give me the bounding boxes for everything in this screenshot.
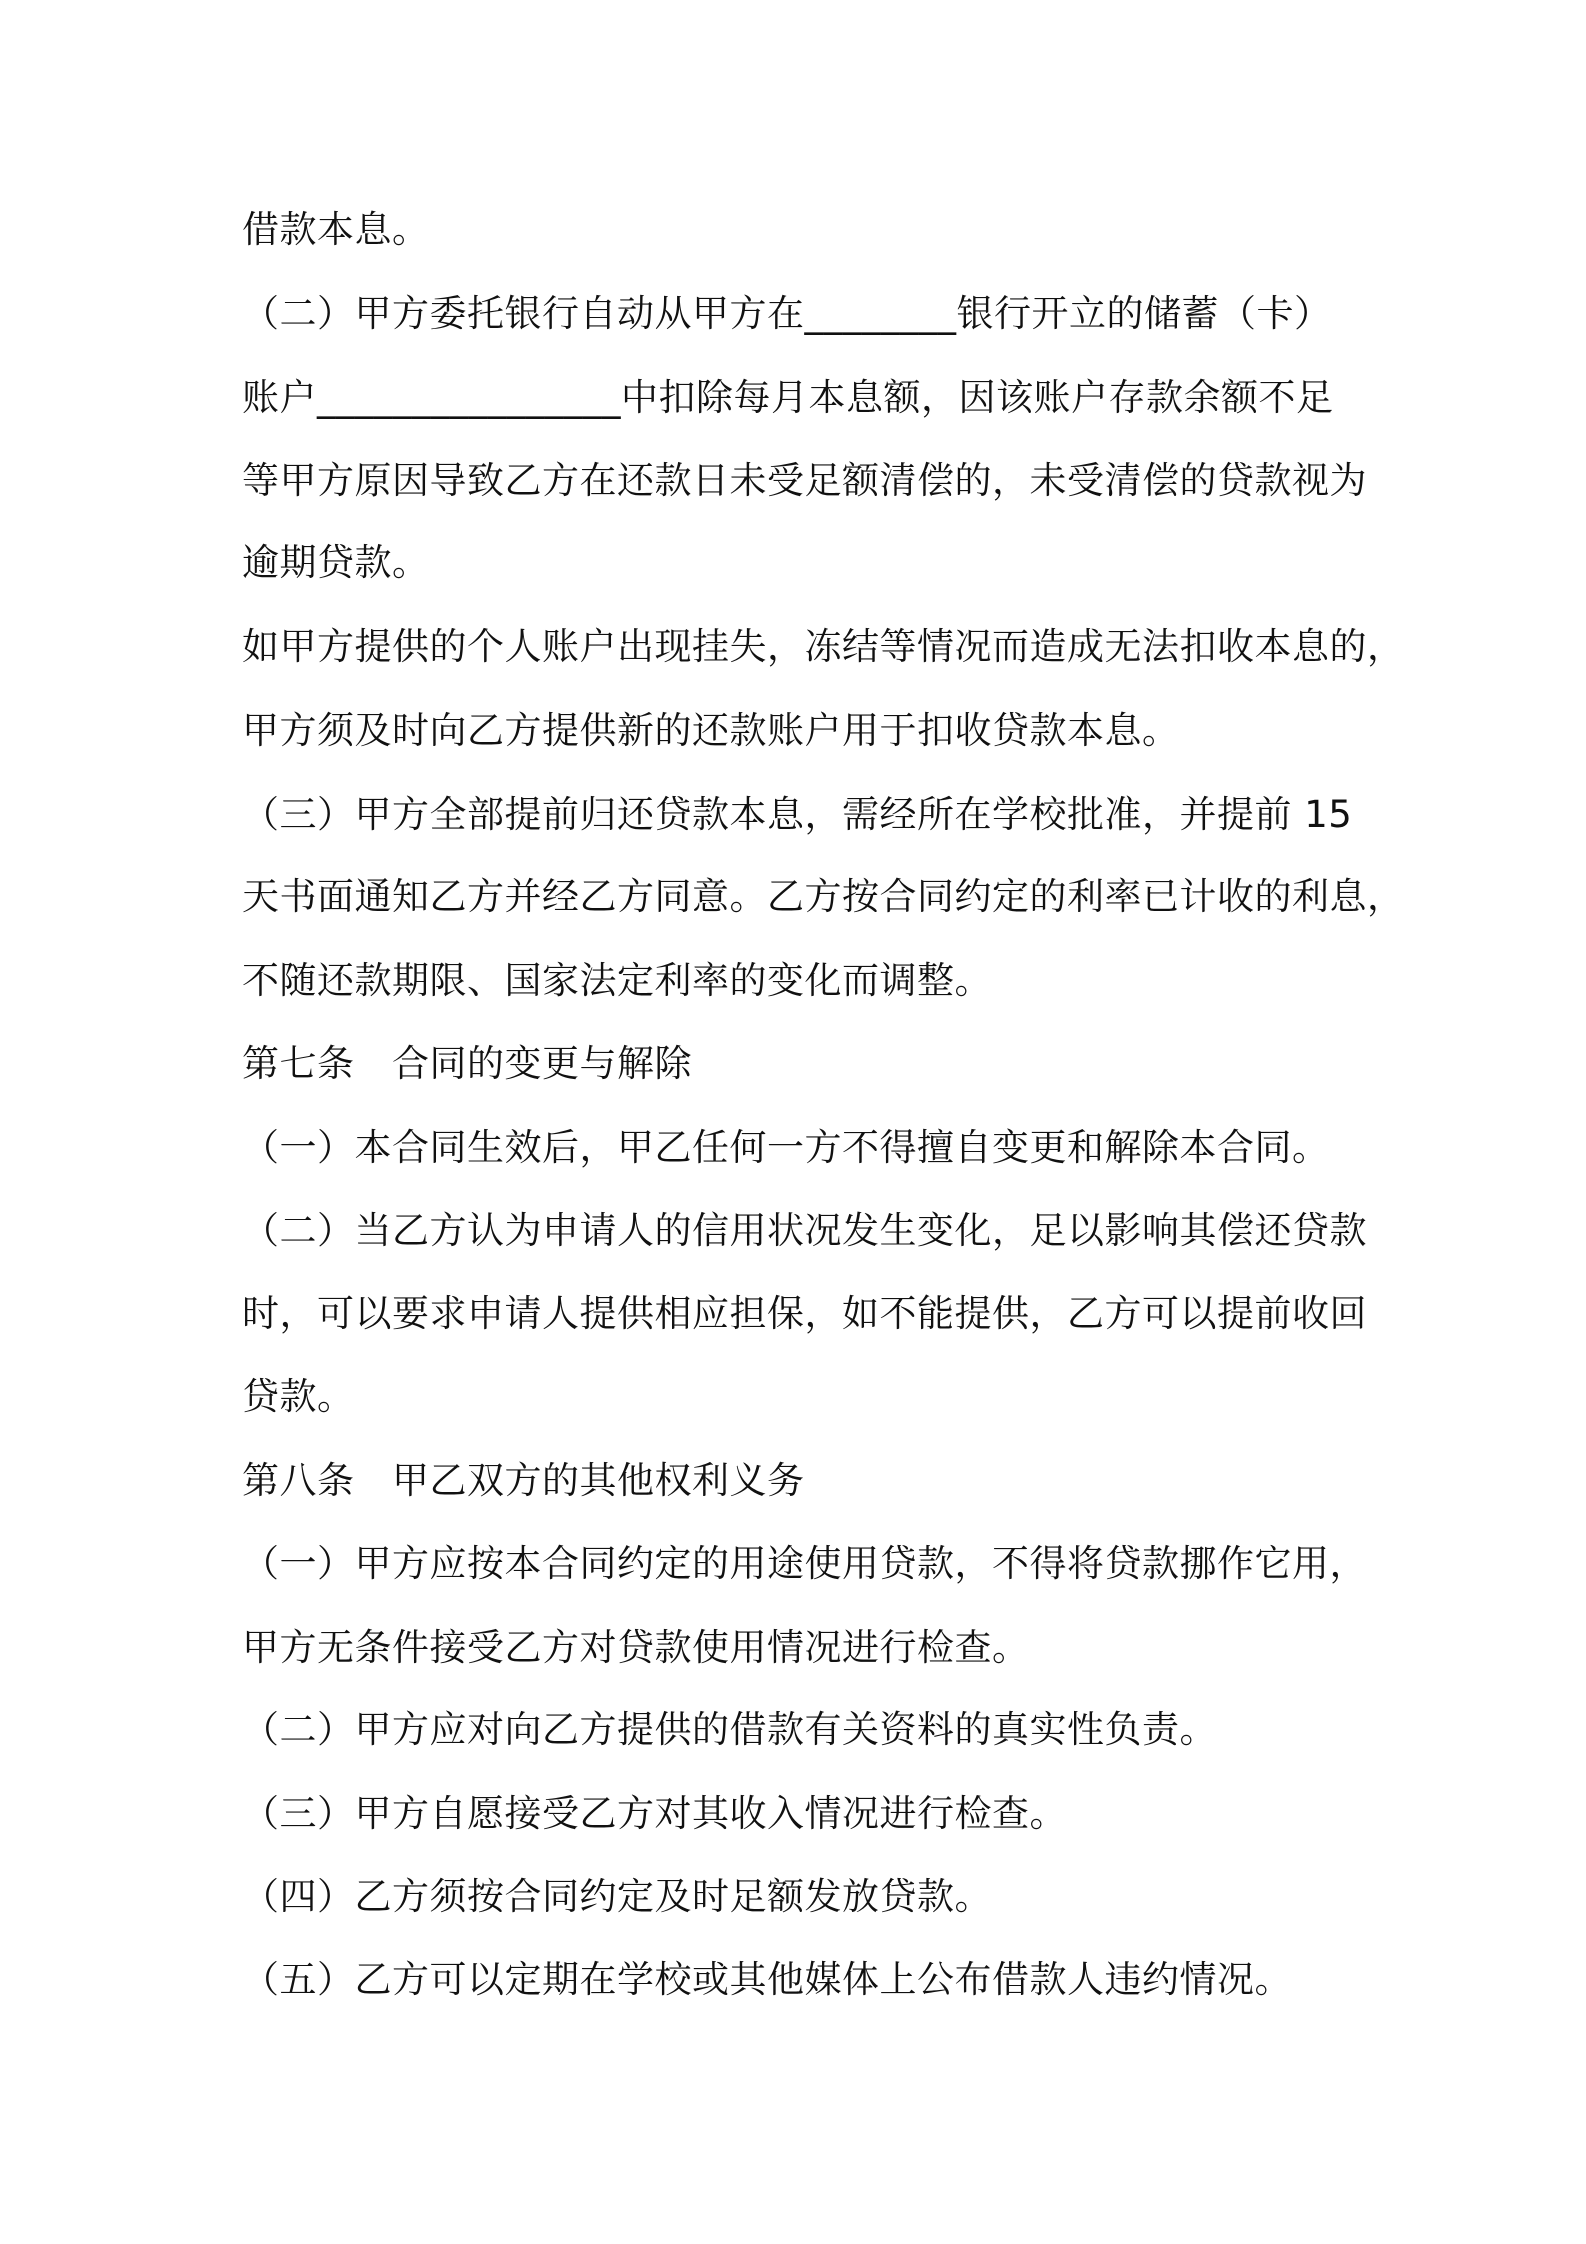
text-line: 不随还款期限、国家法定利率的变化而调整。 [242,959,992,1002]
text-line: （一）甲方应按本合同约定的用途使用贷款，不得将贷款挪作它用， [242,1542,1367,1585]
text-line: （一）本合同生效后，甲乙任何一方不得擅自变更和解除本合同。 [242,1126,1330,1169]
text-line: （三）甲方全部提前归还贷款本息，需经所在学校批准，并提前 15 [242,793,1353,836]
article-heading: 第八条 甲乙双方的其他权利义务 [242,1459,805,1502]
text-line: 时，可以要求申请人提供相应担保，如不能提供，乙方可以提前收回 [242,1292,1367,1335]
text-line: （三）甲方自愿接受乙方对其收入情况进行检查。 [242,1792,1067,1835]
text-line: 贷款。 [242,1375,355,1418]
text-line: （二）当乙方认为申请人的信用状况发生变化，足以影响其偿还贷款 [242,1209,1367,1252]
text-line: （五）乙方可以定期在学校或其他媒体上公布借款人违约情况。 [242,1958,1292,2001]
text-line: 等甲方原因导致乙方在还款日未受足额清偿的，未受清偿的贷款视为 [242,459,1367,502]
text-line: 甲方须及时向乙方提供新的还款账户用于扣收贷款本息。 [242,709,1180,752]
text-line: （二）甲方委托银行自动从甲方在________银行开立的储蓄（卡） [242,292,1332,335]
text-line: 甲方无条件接受乙方对贷款使用情况进行检查。 [242,1626,1030,1669]
article-heading: 第七条 合同的变更与解除 [242,1042,692,1085]
text-line: 账户________________中扣除每月本息额，因该账户存款余额不足 [242,376,1334,419]
text-line: 如甲方提供的个人账户出现挂失，冻结等情况而造成无法扣收本息的， [242,625,1405,668]
text-line: （四）乙方须按合同约定及时足额发放贷款。 [242,1875,992,1918]
text-line: 借款本息。 [242,208,430,251]
text-line: （二）甲方应对向乙方提供的借款有关资料的真实性负责。 [242,1708,1217,1751]
text-line: 逾期贷款。 [242,541,430,584]
text-line: 天书面通知乙方并经乙方同意。乙方按合同约定的利率已计收的利息， [242,875,1405,918]
